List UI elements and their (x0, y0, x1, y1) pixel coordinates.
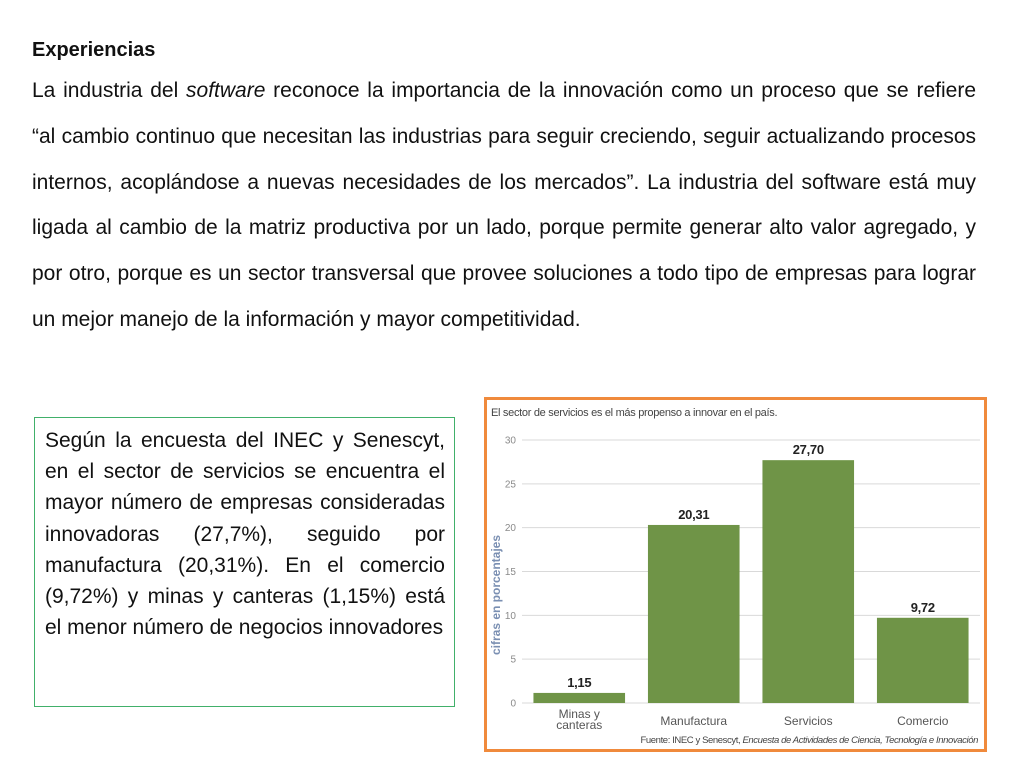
bar-value-label: 1,15 (567, 674, 592, 690)
bar (648, 525, 740, 703)
bar-value-label: 9,72 (910, 599, 935, 615)
category-label-line: canteras (556, 718, 603, 732)
category-label-line: Minas y (558, 707, 600, 721)
bar (877, 618, 969, 703)
chart-source-note (641, 735, 979, 746)
chart-y-ticks (505, 436, 517, 710)
y-tick-label: 5 (510, 654, 516, 666)
y-tick-label: 20 (504, 523, 516, 535)
category-label-line: Manufactura (660, 714, 728, 728)
category-label (660, 714, 727, 728)
category-label (556, 707, 602, 732)
bar-value-label: 20,31 (678, 506, 710, 522)
intro-italic-word: software (186, 79, 266, 102)
bar (533, 693, 625, 703)
callout-box (34, 417, 455, 707)
category-label (897, 714, 949, 728)
callout-text: Según la encuesta del INEC y Senescyt, en el sector de servicios se encuentra el mayor número de empresas consideradas innovadoras (27,7%), seguido por manufactura (20,31%). En el comercio (9,72%) y minas y canteras (1,15%) está el menor número de negocios innovadores (45, 429, 445, 640)
intro-text-start: La industria del (32, 79, 187, 102)
intro-paragraph (32, 68, 976, 343)
y-tick-label: 10 (504, 610, 516, 622)
y-tick-label: 25 (504, 479, 516, 491)
chart-bars (533, 460, 968, 703)
chart-source-prefix: Fuente: INEC y Senescyt, (640, 735, 743, 746)
chart-title: El sector de servicios es el más propenso a innovar en el país. (491, 407, 778, 419)
bar-value-label: 27,70 (792, 442, 824, 458)
chart-figure (484, 397, 987, 752)
category-label (784, 714, 833, 728)
chart-source-italic: Encuesta de Actividades de Ciencia, Tecnología e Innovación (742, 735, 978, 746)
chart-category-labels (556, 707, 949, 732)
bar (762, 460, 854, 703)
y-tick-label: 15 (504, 567, 516, 578)
category-label-line: Comercio (897, 714, 949, 728)
y-tick-label: 30 (504, 435, 516, 447)
section-heading: Experiencias (32, 39, 156, 61)
intro-text-rest: reconoce la importancia de la innovación como un proceso que se refiere “al cambio continuo que necesitan las industrias para seguir creciendo, seguir actualizando procesos internos, acoplándose a nuevas necesidades de los mercados”. La industria del software está muy ligada al cambio de la matriz productiva por un lado, porque permite generar alto valor agregado, y por otro, porque es un sector transversal que provee soluciones a todo tipo de empresas para lograr un mejor manejo de la información y mayor competitividad. (32, 79, 976, 331)
y-tick-label: 0 (510, 698, 516, 710)
chart-y-axis-label: cifras en porcentajes (489, 534, 503, 656)
category-label-line: Servicios (783, 714, 833, 728)
bar-chart (487, 400, 984, 749)
